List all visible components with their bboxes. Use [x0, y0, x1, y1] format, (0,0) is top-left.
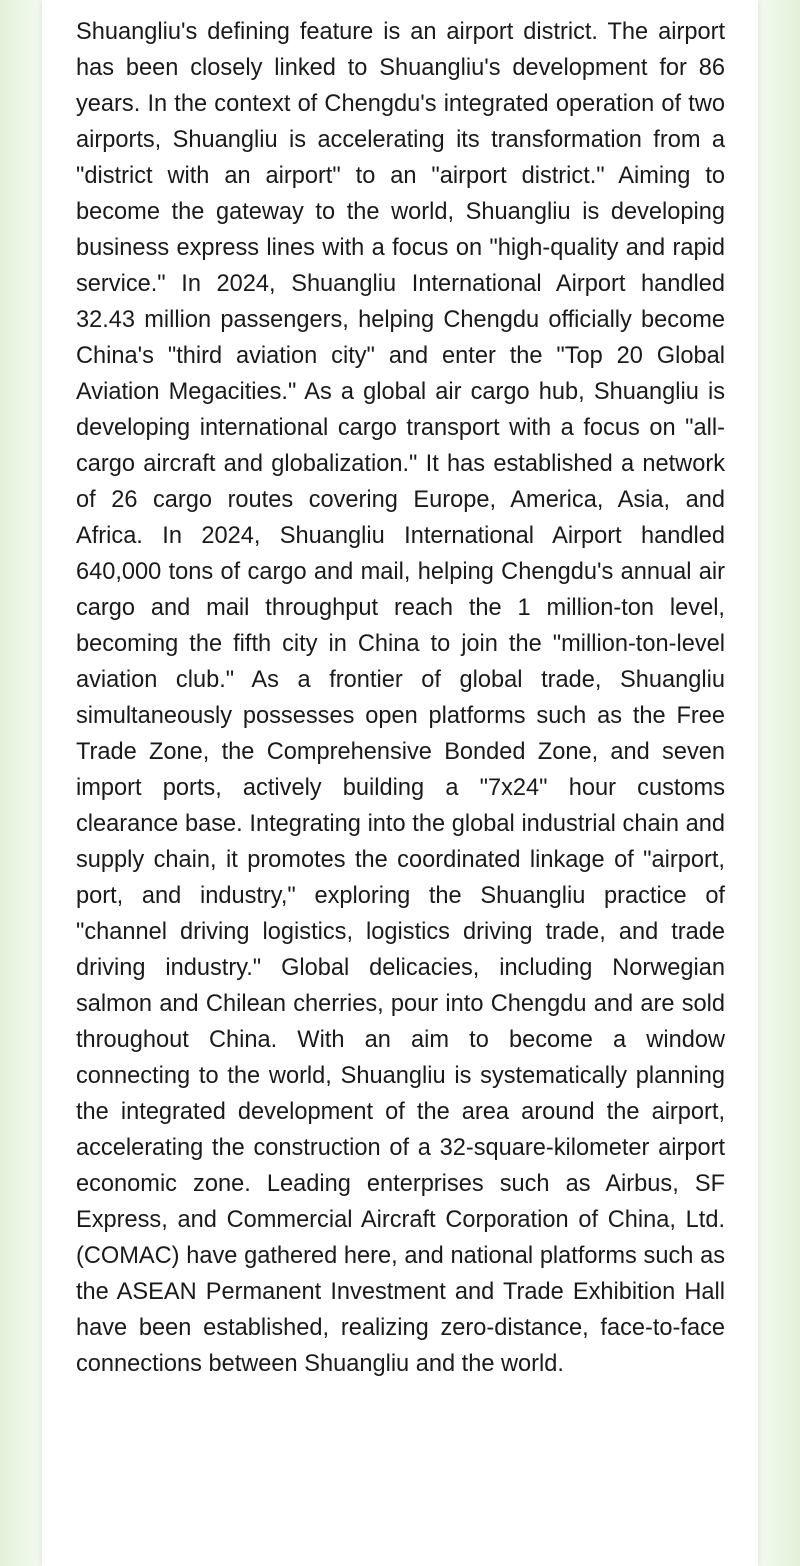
article-paragraph: Shuangliu's defining feature is an airport district. The airport has been closely linked to Shuangliu's development for 86 years. In the context of Chengdu's integrated operation of two airports, Shuangliu is accelerating its transformation from a "district with an airport" to an "airport district." Aiming to become the gateway to the world, Shuangliu is developing business express lines with a focus on "high-quality and rapid service." In 2024, Shuangliu International Airport handled 32.43 million passengers, helping Chengdu officially become China's "third aviation city" and enter the "Top 20 Global Aviation Megacities." As a global air cargo hub, Shuangliu is developing international cargo transport with a focus on "all-cargo aircraft and globalization." It has established a network of 26 cargo routes covering Europe, America, Asia, and Africa. In 2024, Shuangliu International Airport handled 640,000 tons of cargo and mail, helping Chengdu's annual air cargo and mail throughput reach the 1 million-ton level, becoming the fifth city in China to join the "million-ton-level aviation club." As a frontier of global trade, Shuangliu simultaneously possesses open platforms such as the Free Trade Zone, the Comprehensive Bonded Zone, and seven import ports, actively building a "7x24" hour customs clearance base. Integrating into the global industrial chain and supply chain, it promotes the coordinated linkage of "airport, port, and industry," exploring the Shuangliu practice of "channel driving logistics, logistics driving trade, and trade driving industry." Global delicacies, including Norwegian salmon and Chilean cherries, pour into Chengdu and are sold throughout China. With an aim to become a window connecting to the world, Shuangliu is systematically planning the integrated development of the area around the airport, accelerating the construction of a 32-square-kilometer airport economic zone. Leading enterprises such as Airbus, SF Express, and Commercial Aircraft Corporation of China, Ltd. (COMAC) have gathered here, and national platforms such as the ASEAN Permanent Investment and Trade Exhibition Hall have been established, realizing zero-distance, face-to-face connections between Shuangliu and the world. [76, 19, 725, 1377]
page-background-left [0, 0, 42, 1566]
page-background-right [758, 0, 800, 1566]
